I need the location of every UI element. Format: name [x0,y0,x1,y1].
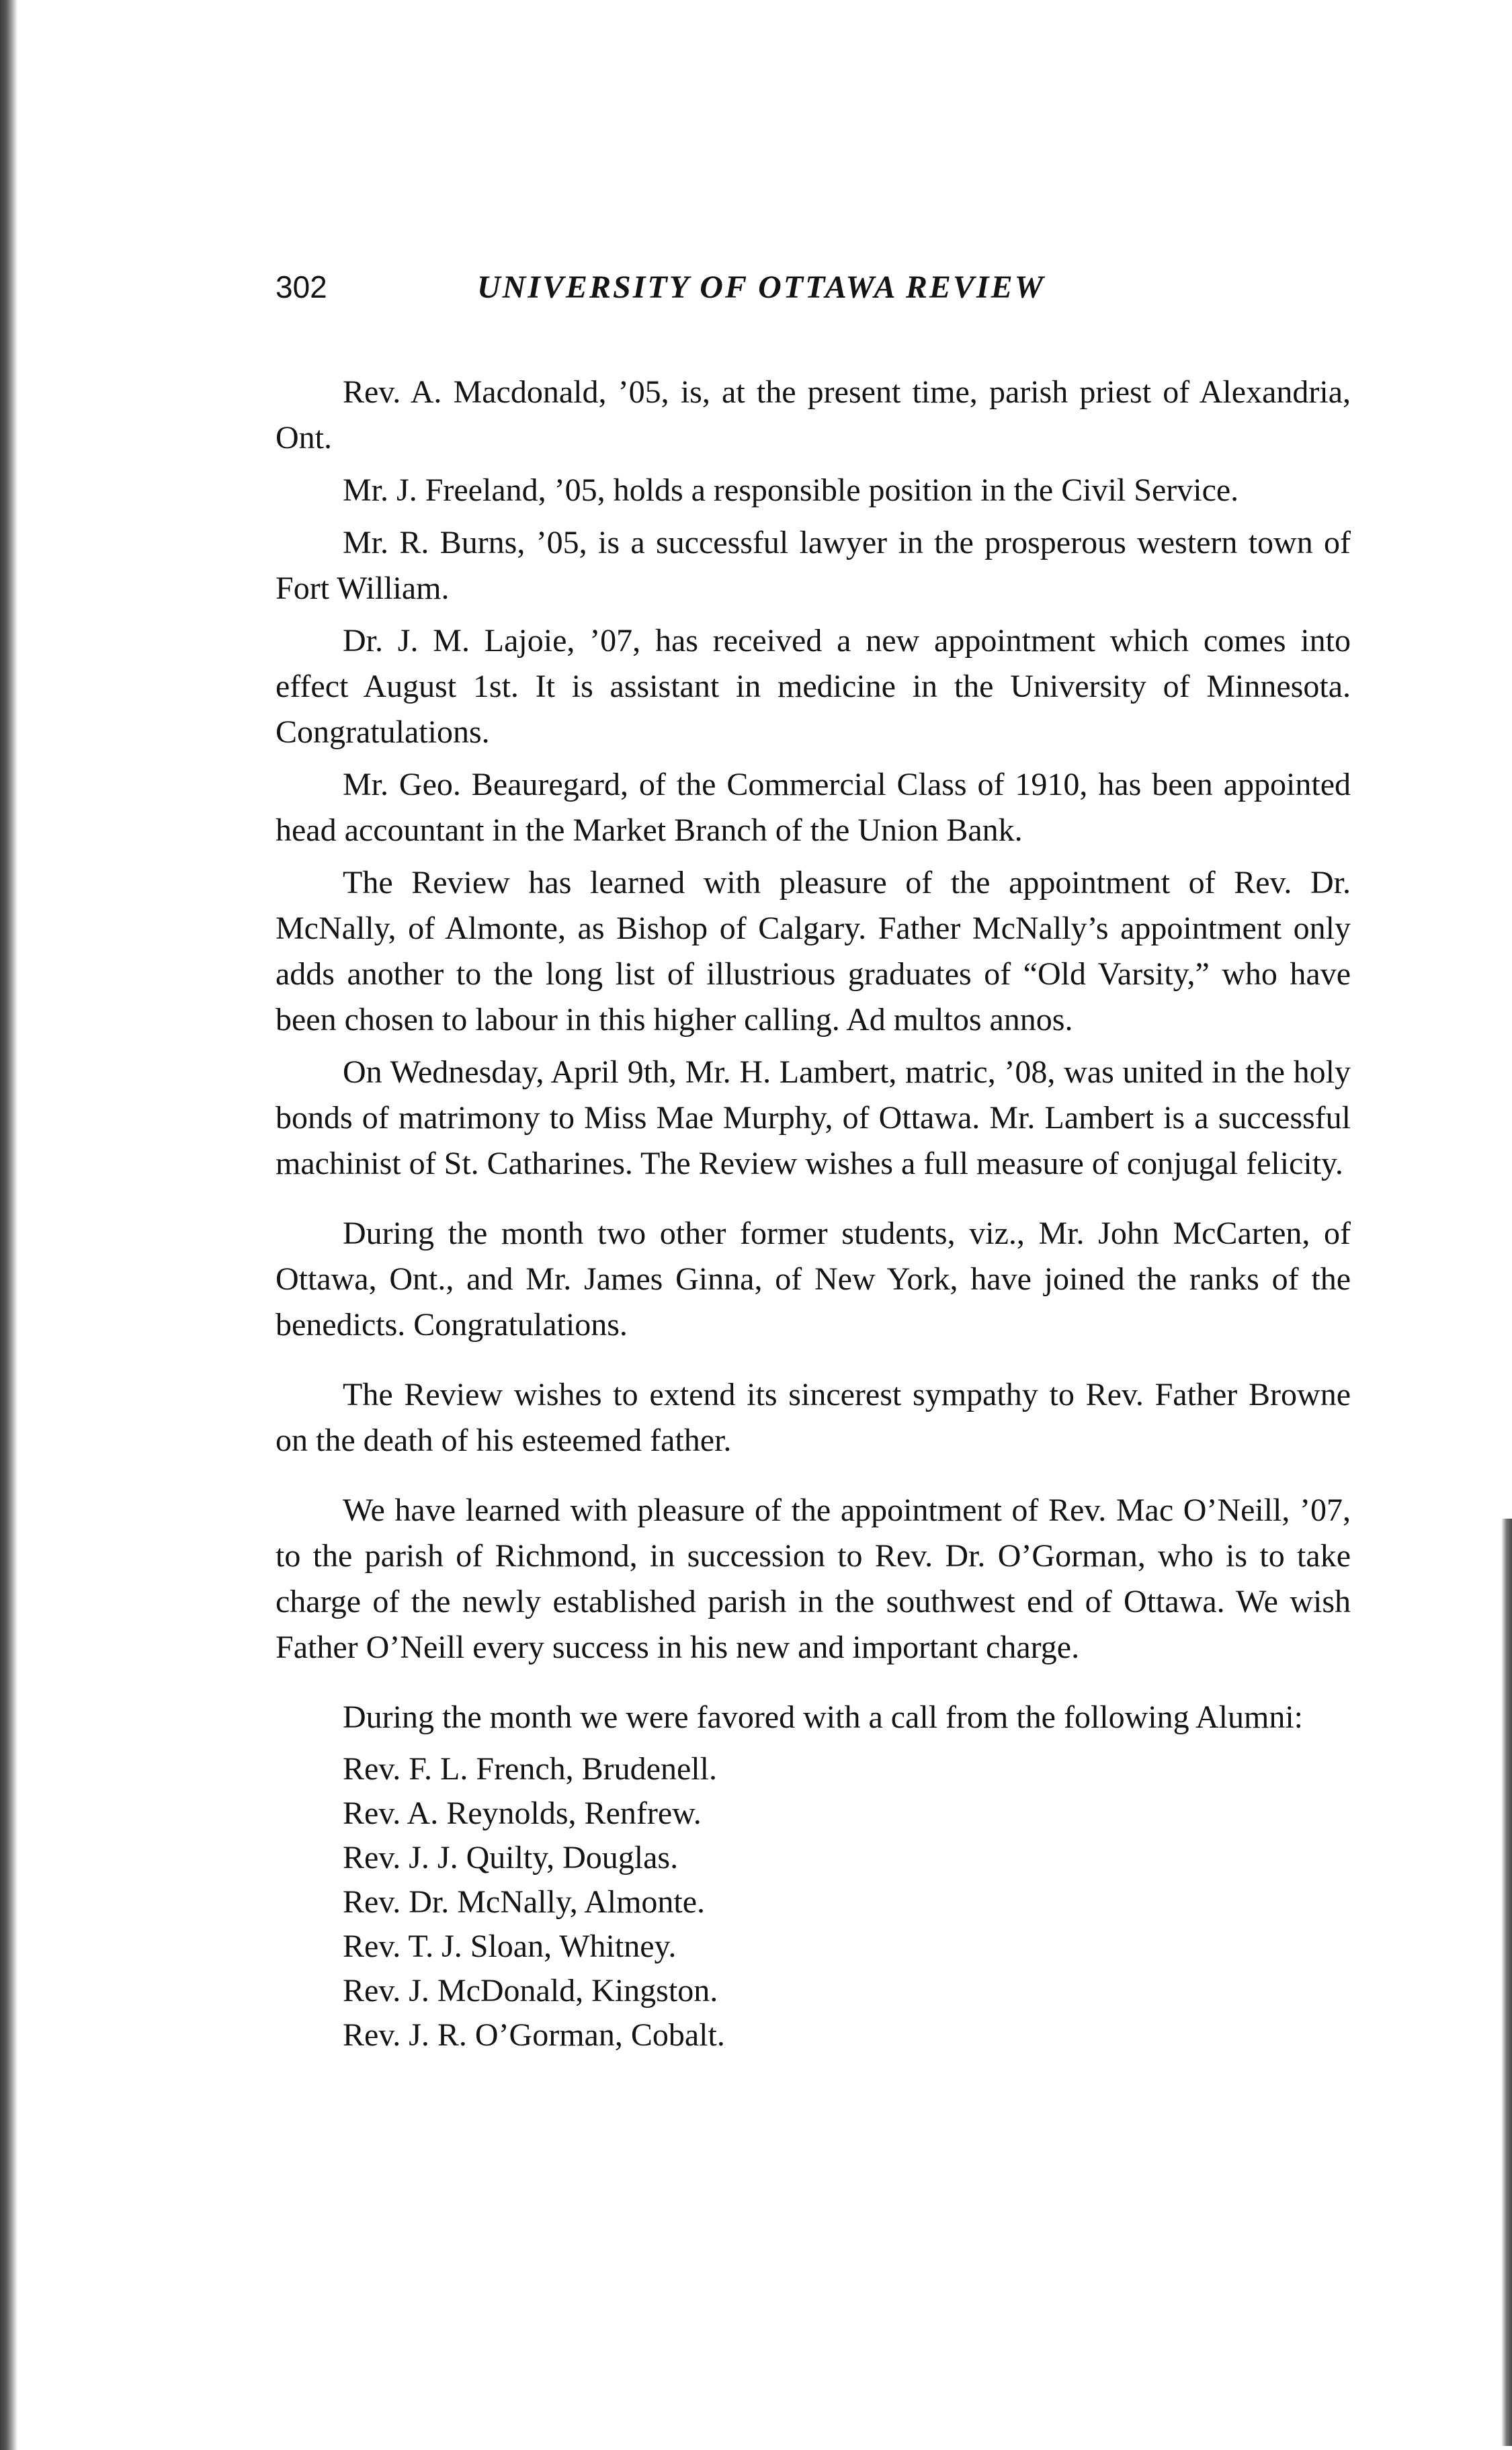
paragraph-freeland: Mr. J. Freeland, ’05, holds a responsible position in the Civil Service. [343,472,1239,508]
paragraph-beauregard: Mr. Geo. Beauregard, of the Commercial Class of 1910, has been appointed head accountant in the Market Branch of the Union Bank. [276,767,1351,848]
journal-title: UNIVERSITY OF OTTAWA REVIEW [477,269,1046,305]
paragraph-alumni-intro: During the month we were favored with a call from the following Alumni: [343,1699,1303,1735]
scan-edge-left [0,0,17,2450]
paragraph-oneill: We have learned with pleasure of the appointment of Rev. Mac O’Neill, ’07, to the parish of Richmond, in succession to Rev. Dr. O’Gorman, who is to take charge of the newly established parish in the southwest end of Ottawa. We wish Father O’Neill every success in his new and important charge. [276,1492,1351,1665]
paragraph-browne: The Review wishes to extend its sincerest sympathy to Rev. Father Browne on the death of his esteemed father. [276,1377,1351,1458]
alumni-list-item: Rev. J. McDonald, Kingston. [343,1973,718,2009]
paragraph-macdonald: Rev. A. Macdonald, ’05, is, at the present time, parish priest of Alexandria, Ont. [276,374,1351,456]
paragraph-mcnally: The Review has learned with pleasure of the appointment of Rev. Dr. McNally, of Almonte, as Bishop of Calgary. Father McNally’s appointment only adds another to the long list of illustrious graduates of “Old Varsity,” who have been chosen to labour in this higher calling. Ad multos annos. [276,865,1351,1038]
alumni-list-item: Rev. T. J. Sloan, Whitney. [343,1929,677,1964]
alumni-list-item: Rev. A. Reynolds, Renfrew. [343,1796,702,1831]
alumni-list-item: Rev. F. L. French, Brudenell. [343,1751,717,1787]
paragraph-burns: Mr. R. Burns, ’05, is a successful lawyer in the prosperous western town of Fort William. [276,525,1351,606]
running-head [276,269,1351,329]
alumni-list [276,1747,1351,2058]
page [276,269,1351,2058]
page-number: 302 [276,269,327,304]
paragraph-lambert: On Wednesday, April 9th, Mr. H. Lambert, matric, ’08, was united in the holy bonds of matrimony to Miss Mae Murphy, of Ottawa. Mr. Lambert is a successful machinist of St. Catharines. The Review wishes a full measure of conjugal felicity. [276,1054,1351,1181]
article-body [276,370,1351,2058]
alumni-list-item: Rev. J. J. Quilty, Douglas. [343,1840,679,1875]
paragraph-benedicts: During the month two other former students, viz., Mr. John McCarten, of Ottawa, Ont., and Mr. James Ginna, of New York, have joined the ranks of the benedicts. Congratulations. [276,1216,1351,1343]
alumni-list-item: Rev. J. R. O’Gorman, Cobalt. [343,2017,725,2053]
alumni-list-item: Rev. Dr. McNally, Almonte. [343,1884,706,1920]
scan-edge-right [1501,1519,1512,2446]
paragraph-lajoie: Dr. J. M. Lajoie, ’07, has received a new appointment which comes into effect August 1st. It is assistant in medicine in the University of Minnesota. Congratulations. [276,623,1351,750]
